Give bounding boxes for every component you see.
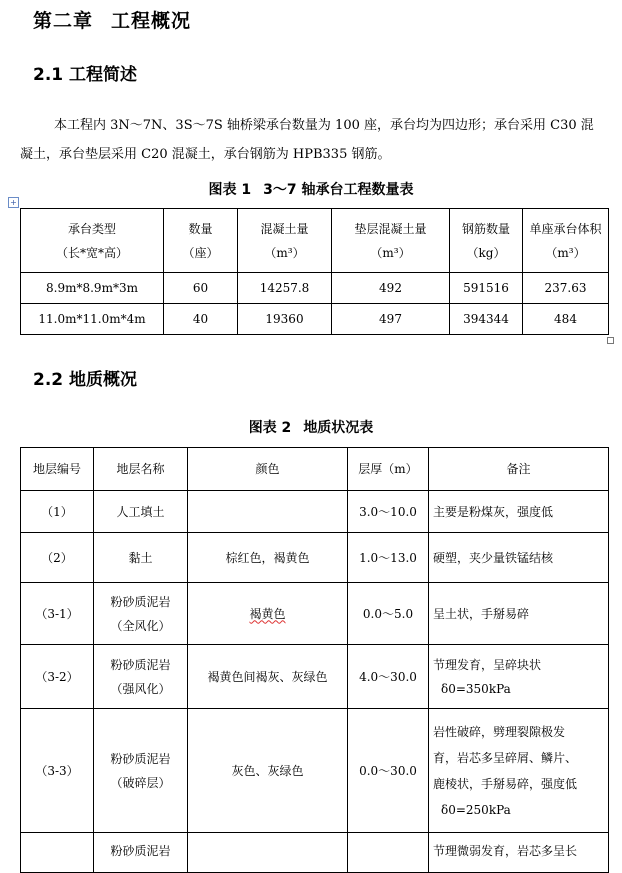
- layer-id-cell: （2）: [21, 533, 94, 583]
- table-move-handle-icon[interactable]: +: [8, 197, 19, 208]
- spellcheck-flagged-text: 褐黄色: [249, 606, 286, 621]
- table-row: [21, 491, 609, 533]
- section-heading-2-1: 2.1 工程简述: [33, 65, 138, 85]
- layer-color-cell: 褐黄色间褐灰、灰绿色: [188, 645, 348, 709]
- layer-thickness-cell: 0.0～30.0: [348, 709, 429, 833]
- table2-header-cell: 备注: [429, 448, 609, 491]
- table1-header-cell: 承台类型 （长*宽*高）: [21, 209, 164, 273]
- table-cell: 19360: [238, 304, 332, 335]
- table1-caption: [0, 179, 622, 199]
- table1-header-cell: 混凝土量 （m³）: [238, 209, 332, 273]
- table1-header-cell: 垫层混凝土量 （m³）: [332, 209, 450, 273]
- layer-id-cell: （3-1）: [21, 583, 94, 645]
- layer-thickness-cell: 1.0～13.0: [348, 533, 429, 583]
- table-cell: 14257.8: [238, 273, 332, 304]
- chapter-title: 工程概况: [111, 10, 192, 32]
- layer-color-cell: 棕红色，褐黄色: [188, 533, 348, 583]
- table-cell: 8.9m*8.9m*3m: [21, 273, 164, 304]
- chapter-number: 第二章: [33, 10, 94, 32]
- table-cell: 484: [523, 304, 609, 335]
- table1: [20, 208, 609, 335]
- table-cell: 394344: [450, 304, 523, 335]
- table-row: [21, 533, 609, 583]
- table-row: [21, 833, 609, 873]
- layer-thickness-cell: 0.0～5.0: [348, 583, 429, 645]
- intro-paragraph: 本工程内 3N～7N、3S～7S 轴桥梁承台数量为 100 座，承台均为四边形；承台采用 C30 混凝土，承台垫层采用 C20 混凝土，承台钢筋为 HPB335 钢筋。: [20, 118, 594, 162]
- layer-color-cell: 灰色、灰绿色: [188, 709, 348, 833]
- table2: [20, 447, 609, 873]
- layer-name-cell: 黏土: [94, 533, 188, 583]
- table-cell: 60: [164, 273, 238, 304]
- layer-thickness-cell: 3.0～10.0: [348, 491, 429, 533]
- layer-note-cell: 岩性破碎，劈理裂隙极发 育，岩芯多呈碎屑、鳞片、 鹿棱状，手掰易碎，强度低 δ0=250kPa: [429, 709, 609, 833]
- layer-id-cell: （3-3）: [21, 709, 94, 833]
- table-cell: 591516: [450, 273, 523, 304]
- layer-note-cell: 主要是粉煤灰，强度低: [429, 491, 609, 533]
- table-cell: 237.63: [523, 273, 609, 304]
- table2-header-cell: 颜色: [188, 448, 348, 491]
- table-row: [21, 709, 609, 833]
- table1-header-cell: 数量 （座）: [164, 209, 238, 273]
- layer-color-cell: [188, 491, 348, 533]
- layer-id-cell: （3-2）: [21, 645, 94, 709]
- table2-caption: [0, 417, 622, 437]
- table2-header-cell: 地层编号: [21, 448, 94, 491]
- layer-note-cell: 节理微弱发育，岩芯多呈长: [429, 833, 609, 873]
- layer-thickness-cell: 4.0～30.0: [348, 645, 429, 709]
- table2-header-cell: 地层名称: [94, 448, 188, 491]
- layer-note-cell: 呈土状，手掰易碎: [429, 583, 609, 645]
- table-resize-handle[interactable]: [607, 337, 614, 344]
- table1-caption-text: 3～7 轴承台工程数量表: [263, 182, 414, 198]
- table-row: [21, 645, 609, 709]
- layer-id-cell: [21, 833, 94, 873]
- table2-header-cell: 层厚（m）: [348, 448, 429, 491]
- layer-thickness-cell: [348, 833, 429, 873]
- layer-name-cell: 粉砂质泥岩 （全风化）: [94, 583, 188, 645]
- layer-name-cell: 人工填土: [94, 491, 188, 533]
- table2-header-row: [21, 448, 609, 491]
- section-heading-2-2: 2.2 地质概况: [33, 370, 138, 390]
- chapter-heading: [33, 6, 191, 33]
- table1-header-cell: 钢筋数量 （kg）: [450, 209, 523, 273]
- table-cell: 11.0m*11.0m*4m: [21, 304, 164, 335]
- table-row: [21, 583, 609, 645]
- layer-name-cell: 粉砂质泥岩 （破碎层）: [94, 709, 188, 833]
- table2-caption-label: 图表 2: [248, 420, 292, 436]
- layer-color-cell: [188, 833, 348, 873]
- table2-caption-text: 地质状况表: [303, 420, 374, 436]
- table1-header-cell: 单座承台体积 （m³）: [523, 209, 609, 273]
- table-cell: 492: [332, 273, 450, 304]
- layer-note-cell: 硬塑，夹少量铁锰结核: [429, 533, 609, 583]
- layer-name-cell: 粉砂质泥岩 （强风化）: [94, 645, 188, 709]
- table1-header-row: [21, 209, 609, 273]
- table-cell: 497: [332, 304, 450, 335]
- layer-color-cell: [188, 583, 348, 645]
- table1-caption-label: 图表 1: [208, 182, 252, 198]
- layer-id-cell: （1）: [21, 491, 94, 533]
- layer-note-cell: 节理发育，呈碎块状 δ0=350kPa: [429, 645, 609, 709]
- table-row: [21, 273, 609, 304]
- table-row: [21, 304, 609, 335]
- table-cell: 40: [164, 304, 238, 335]
- layer-name-cell: 粉砂质泥岩: [94, 833, 188, 873]
